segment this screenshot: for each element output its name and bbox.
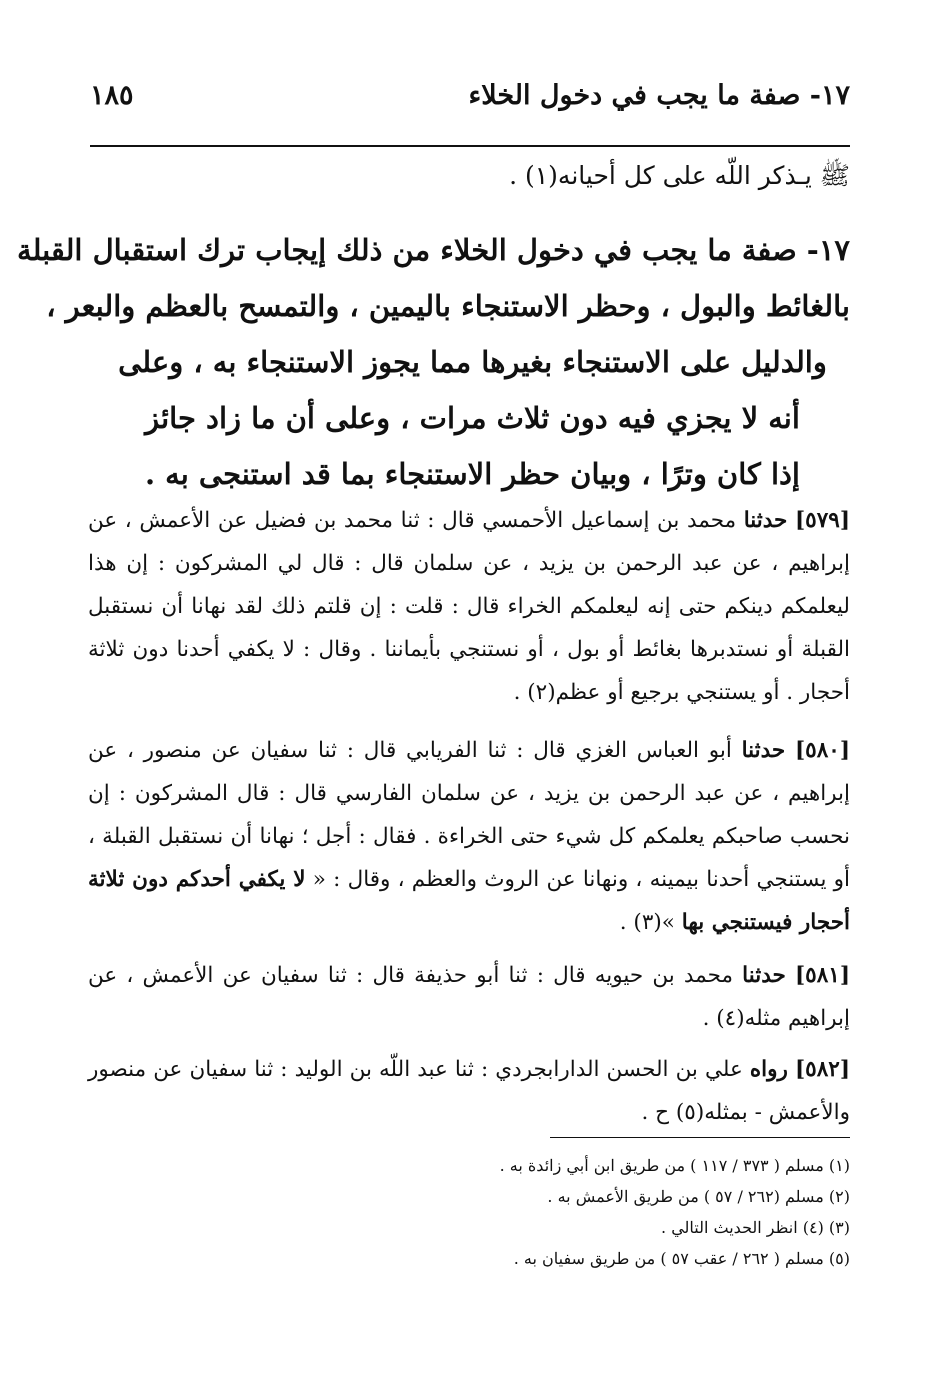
- page-number: ١٨٥: [90, 80, 134, 111]
- chapter-heading-line: أنه لا يجزي فيه دون ثلاث مرات ، وعلى أن ما زاد جائز: [145, 401, 800, 435]
- transmission-word: حدثنا: [742, 963, 786, 988]
- hadith-number: [٥٨٠]: [794, 738, 850, 763]
- chapter-heading-line: ١٧- صفة ما يجب في دخول الخلاء من ذلك إيجاب ترك استقبال القبلة: [17, 233, 850, 267]
- footnote-rule: [550, 1137, 850, 1138]
- transmission-word: حدثنا: [741, 738, 786, 763]
- footnote: (٢) مسلم (٢٦٢ / ٥٧ ) من طريق الأعمش به .: [547, 1187, 850, 1206]
- hadith-581: [88, 954, 850, 1040]
- hadith-number: [٥٨١]: [794, 963, 850, 988]
- hadith-582: [88, 1048, 850, 1134]
- header-rule: [90, 145, 850, 147]
- hadith-580: [88, 729, 850, 944]
- chapter-heading-line: والدليل على الاستنجاء بغيرها مما يجوز الاستنجاء به ، وعلى: [118, 345, 827, 379]
- chapter-heading: [17, 222, 850, 502]
- hadith-text: محمد بن حيويه قال : ثنا أبو حذيفة قال : ثنا سفيان عن الأعمش ، عن إبراهيم مثله(٤) .: [88, 963, 850, 1031]
- footnotes: [200, 1150, 850, 1274]
- chapter-heading-line: بالغائط والبول ، وحظر الاستنجاء باليمين ، والتمسح بالعظم والبعر ،: [46, 289, 850, 323]
- prophetic-saying: لا يكفي أحدكم دون ثلاثة أحجار فيستنجي بها: [88, 867, 850, 935]
- hadith-tail: »(٣) .: [619, 910, 682, 935]
- hadith-579: [88, 499, 850, 714]
- transmission-word: رواه: [749, 1057, 788, 1082]
- hadith-number: [٥٨٢]: [794, 1057, 850, 1082]
- footnote: (١) مسلم ( ٣٧٣ / ١١٧ ) من طريق ابن أبي زائدة به .: [499, 1156, 850, 1175]
- footnote: (٣) (٤) انظر الحديث التالي .: [661, 1218, 850, 1237]
- hadith-text: محمد بن إسماعيل الأحمسي قال : ثنا محمد بن فضيل عن الأعمش ، عن إبراهيم ، عن عبد الرحمن بن يزيد ، عن سلمان قال : قال لي المشركون : إن هذا ليعلمكم دينكم حتى إنه ليعلمكم الخراء قال : قلت : إن قلتم ذلك لقد نهانا أن نستقبل القبلة أو نستدبرها بغائط أو بول ، أو نستنجي بأيماننا . وقال : لا يكفي أحدنا دون ثلاثة أحجار . أو يستنجي برجيع أو عظم(٢) .: [88, 508, 850, 705]
- running-header: [90, 80, 850, 130]
- footnote: (٥) مسلم ( ٢٦٢ / عقب ٥٧ ) من طريق سفيان به .: [513, 1249, 850, 1268]
- transmission-word: حدثنا: [743, 508, 788, 533]
- hadith-text: علي بن الحسن الدارابجردي : ثنا عبد اللّه بن الوليد : ثنا سفيان عن منصور والأعمش - بمثله(٥) ح .: [88, 1057, 850, 1125]
- continuation-line: ﷺ يـذكر اللّه على كل أحيانه(١) .: [509, 161, 850, 190]
- running-title: ١٧- صفة ما يجب في دخول الخلاء: [468, 80, 850, 111]
- hadith-number: [٥٧٩]: [794, 508, 850, 533]
- hadith-text: أبو العباس الغزي قال : ثنا الفريابي قال : ثنا سفيان عن منصور ، عن إبراهيم ، عن عبد الرحمن بن يزيد ، عن سلمان الفارسي قال : قال المشركون : إن نحسب صاحبكم يعلمكم كل شيء حتى الخراءة . فقال : أجل ؛ نهانا أن نستقبل القبلة ، أو يستنجي أحدنا بيمينه ، ونهانا عن الروث والعظم ، وقال : «: [88, 738, 850, 892]
- chapter-heading-line: إذا كان وترًا ، وبيان حظر الاستنجاء بما قد استنجى به .: [144, 457, 800, 491]
